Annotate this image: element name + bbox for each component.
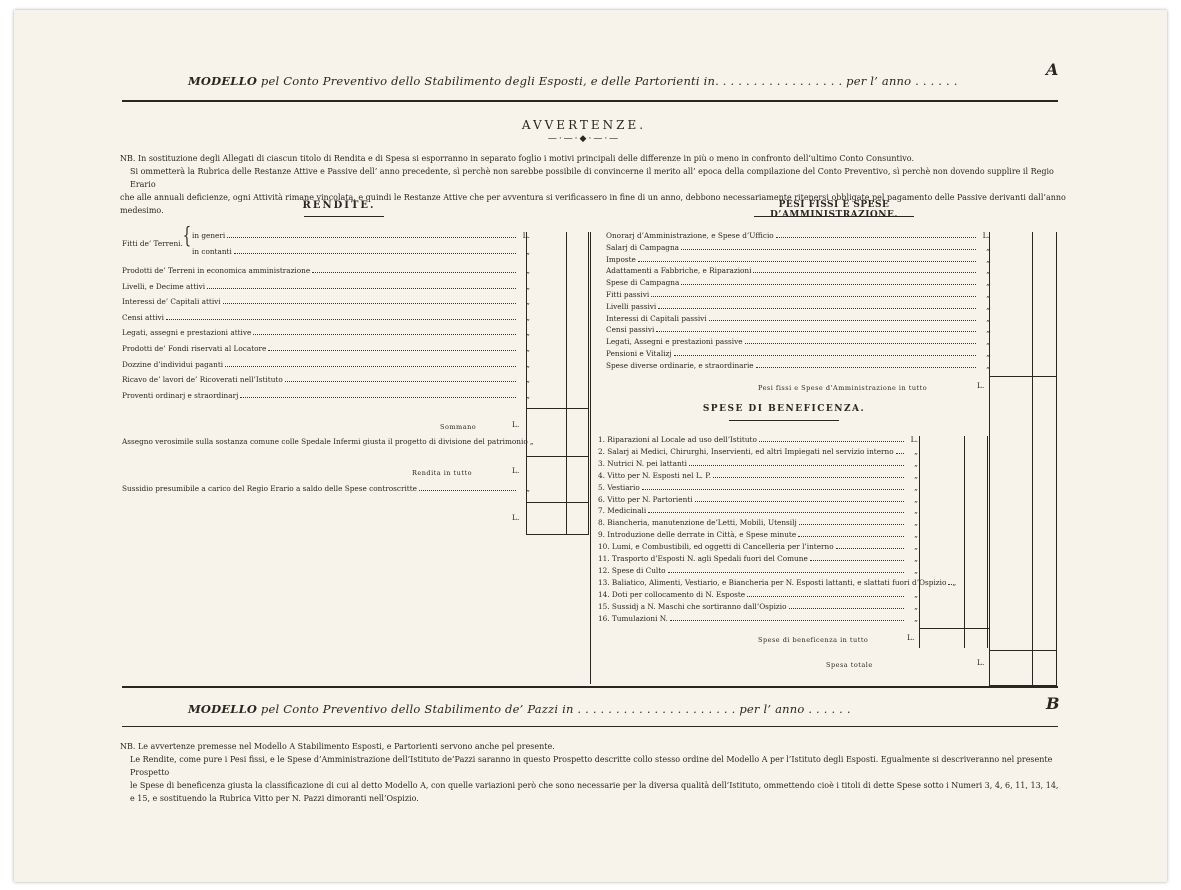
pesi-row [606,276,990,287]
pesi-row [606,264,990,275]
pesi-heading: PESI FISSI E SPESE D’AMMINISTRAZIONE. [770,200,898,220]
fitti-label: Fitti de’ Terreni. [122,239,183,248]
spese-row-mark: „ [914,494,918,504]
spese-col-line [919,436,920,648]
rendite-row-label: Interessi de’ Capitali attivi [122,297,221,307]
pesi-row-mark: „ [986,349,990,358]
spese-col-line [987,436,988,648]
pesi-col-line [1056,232,1057,686]
modello-b-note: NB. Le avvertenze premesse nel Modello A Stabilimento Esposti, e Partorienti servono anche pel presente. [120,742,555,751]
rendite-sum-rule [526,456,588,457]
spese-row [598,600,918,611]
spese-row-label: 7. Medicinali [598,506,647,516]
pesi-row-label: Fitti passivi [606,290,650,299]
rendite-col-line [588,232,589,535]
spese-heading: SPESE DI BENEFICENZA. [702,404,866,414]
avvertenze-line: NB. In sostituzione degli Allegati di ciascun titolo di Rendita e di Spesa si esporranno in separato foglio i motivi principali delle differenze in più o meno in confronto dell’ultimo Conto Consuntivo. [120,154,915,163]
spese-row [598,528,918,539]
rendite-row-mark: „ [526,344,530,353]
spese-row-label: 6. Vitto per N. Partorienti [598,494,693,504]
spese-total-mark: L. [907,633,915,642]
modello-a-title: MODELLO pel Conto Preventivo dello Stabilimento degli Esposti, e delle Partorienti in. . . . . . . . . . . . . . . . . per l’ anno . . . . . . [188,74,958,88]
pesi-row-mark: „ [986,278,990,288]
rule-middle [122,686,1058,688]
spese-row-label: 10. Lumi, e Combustibili, ed oggetti di Cancelleria per l’interno [598,542,834,552]
pesi-row-mark: „ [986,301,990,311]
pesi-row-mark: „ [986,360,990,370]
spese-sum-rule [919,628,989,629]
spese-row [598,504,918,515]
pesi-row-label: Legati, Assegni e prestazioni passive [606,337,743,347]
rendite-heading-rule [304,216,384,217]
spese-row-label: 14. Doti per collocamento di N. Esposte [598,589,746,599]
spese-row [598,433,918,444]
spese-row-label: 5. Vestiario [598,482,640,492]
rendite-row-mark: „ [526,297,530,307]
rendite-row-label: Dozzine d’individui paganti [122,359,224,369]
spese-row-label: 16. Tumulazioni N. [598,613,668,623]
spese-heading-rule [729,420,839,421]
rendite-row-mark: „ [526,359,530,369]
spese-row-label: 11. Trasporto d’Esposti N. agli Spedali fuori del Comune [598,554,808,563]
pesi-total-label: Pesi fissi e Spese d’Amministrazione in tutto [758,384,928,392]
spese-row-mark: „ [914,589,918,599]
spese-row-mark: „ [914,565,918,575]
avvertenze-line: Si ommetterà la Rubrica delle Restanze Attive e Passive dell’ anno precedente, sì perchè non sarebbe possibile di convincerne il merito all’ epoca della compilazione del Conto Preventivo, sì perchè non dovendo supplire il Regio Erario [130,167,1054,189]
pesi-row-label: Spese di Campagna [606,278,680,288]
pesi-col-line [989,232,990,686]
spese-row [598,552,918,563]
spesa-totale-mark: L. [977,658,985,667]
rendite-row-label: Prodotti de’ Fondi riservati al Locatore [122,344,267,353]
pesi-row [606,241,990,252]
spese-total-label: Spese di beneficenza in tutto [758,636,869,644]
spese-row-mark: „ [914,613,918,623]
pesi-row [606,300,990,311]
spese-row-mark: L. [910,435,918,444]
pesi-row-mark: „ [986,325,990,335]
rendite-col-line [566,232,567,535]
pesi-row-mark: „ [986,290,990,299]
spese-row-mark: „ [914,470,918,480]
modello-b-notes [120,740,1080,805]
pesi-row-label: Salarj di Campagna [606,242,680,252]
pesi-row [606,229,990,240]
rendite-col-line [526,232,527,535]
pesi-row [606,359,990,370]
pesi-sum-rule [989,650,1056,651]
rendite-sum-rule [526,534,588,535]
rendite-row-fitti-generi: in generi L. [192,231,530,240]
modello-a-letter: A [1046,60,1059,79]
rendite-row-label: Legati, assegni e prestazioni attive [122,328,252,338]
rendite-row-label: Livelli, e Decime attivi [122,281,206,291]
rendite-row-label: Prodotti de’ Terreni in economica amministrazione [122,266,311,275]
pesi-row-mark: L. [982,231,990,240]
pesi-sum-rule [989,376,1056,377]
modello-b-note: e 15, e sostituendo la Rubrica Vitto per N. Pazzi dimoranti nell’Ospizio. [130,794,419,803]
rendite-row [122,389,530,400]
rendite-row [122,326,530,337]
spesa-totale-label: Spesa totale [826,661,873,669]
spese-row [598,540,918,551]
modello-b-note: le Spese di beneficenza giusta la classificazione di cui al detto Modello A, con quelle variazioni però che sono necessarie per la diversa qualità dell’Istituto, ommettendo cioè i titoli di dette Spese sotto i Numeri 3, 4, 6, 11, 13, 14, [130,781,1059,790]
rendite-row-assegno: Assegno verosimile sulla sostanza comune colle Spedale Infermi giusta il progetto di divisione del patrimonio „ [122,437,534,446]
rendite-row-fitti [122,237,188,248]
rule-top [122,100,1058,102]
pesi-row [606,347,990,358]
spese-row [598,576,957,587]
rendite-heading: RENDITE. [302,200,376,211]
spese-row-label: 9. Introduzione delle derrate in Città, e Spese minute [598,530,797,540]
rendite-row [122,311,530,322]
rendite-row [122,342,530,353]
spese-row [598,493,918,504]
rendite-row-mark: „ [526,266,530,275]
rendita-tutto-label: Rendita in tutto [412,469,472,477]
pesi-row-label: Onorarj d’Amministrazione, e Spese d’Ufficio [606,231,774,240]
spese-row-mark: „ [914,518,918,528]
pesi-col-line [1032,232,1033,686]
pesi-row-mark: „ [986,242,990,252]
sommano-label: Sommano [440,423,477,431]
spese-row [598,469,918,480]
spese-row-label: 12. Spese di Culto [598,565,666,575]
pesi-total-mark: L. [977,381,985,390]
spese-row-mark: „ [914,482,918,492]
pesi-row [606,335,990,346]
pesi-row [606,253,990,264]
sommano-mark: L. [512,420,520,429]
pesi-row-mark: „ [986,254,990,264]
spese-row-label: 8. Biancheria, manutenzione de’Letti, Mobili, Utensilj [598,518,797,528]
rendite-row-sussidio: Sussidio presumibile a carico del Regio Erario a saldo delle Spese controscritte „ [122,484,530,493]
rendite-sum-rule [526,502,588,503]
rendite-row-mark: „ [526,390,530,400]
rendite-row-label: Censi attivi [122,312,165,322]
spese-row-label: 2. Salarj ai Medici, Chirurghi, Inservienti, ed altri Impiegati nel servizio interno [598,446,894,456]
spese-row [598,612,918,623]
modello-b-note: Le Rendite, come pure i Pesi fissi, e le Spese d’Amministrazione dell’Istituto de’Pazzi saranno in questo Prospetto descritte collo stesso ordine del Modello A per l’Istituto degli Esposti. Egualmente si descriveranno nel presente Prospetto [130,755,1053,777]
spese-row [598,445,918,456]
spese-row-mark: „ [914,554,918,563]
spese-row-mark: „ [952,577,957,587]
rendite-row-mark: „ [526,328,530,338]
avvertenze-line: che alle annuali deficienze, ogni Attività rimane vincolata, e quindi le Restanze Attive che per avventura si verificassero in fine di un anno, debbono necessariamente ritenersi obbligate pel pagamento delle Passive derivanti dall’anno medesimo. [120,193,1066,215]
spese-row-mark: „ [914,458,918,468]
document-sheet [14,10,1167,882]
pesi-row-label: Pensioni e Vitalizj [606,349,672,358]
avvertenze-ornament: —·—·◆·—·— [547,134,621,144]
spese-row-label: 15. Sussidj a N. Maschi che sortiranno dall’Ospizio [598,601,787,611]
pesi-row-label: Censi passivi [606,325,655,335]
spese-row-label: 13. Baliatico, Alimenti, Vestiario, e Biancheria per N. Esposti lattanti, e slattati fuori d’Ospizio [598,577,947,587]
rendite-row-label: Proventi ordinarj e straordinarj [122,390,239,400]
modello-b-title: MODELLO pel Conto Preventivo dello Stabilimento de’ Pazzi in . . . . . . . . . . . . . . . . . . . . . per l’ anno . . . . . . [188,702,851,716]
rendite-sum-rule [526,408,588,409]
pesi-row-mark: „ [986,337,990,347]
pesi-row [606,288,990,299]
rendite-row [122,358,530,369]
pesi-row-label: Livelli passivi [606,301,657,311]
rendite-row-mark: „ [526,375,530,385]
rendita-tutto-mark: L. [512,466,520,475]
rule-bottom [122,726,1058,727]
spese-row-label: 4. Vitto per N. Esposti nel L. P. [598,470,712,480]
spese-row [598,564,918,575]
modello-b-letter: B [1046,694,1060,713]
pesi-row-mark: „ [986,313,990,323]
pesi-row-label: Imposte [606,254,636,264]
rendite-row-label: Ricavo de’ lavori de’ Ricoverati nell’Istituto [122,375,283,385]
rendite-row-fitti-contanti: in contanti „ [192,247,530,256]
spese-row-label: 1. Riparazioni al Locale ad uso dell’Istituto [598,435,757,444]
spese-row [598,457,918,468]
pesi-heading-rule [754,216,914,217]
rendite-row [122,373,530,384]
rendite-row-mark: „ [526,281,530,291]
spese-row-mark: „ [914,506,918,516]
rendite-row-mark: „ [526,312,530,322]
spese-row [598,516,918,527]
spese-row-mark: „ [914,446,918,456]
spese-row-label: 3. Nutrici N. pei lattanti [598,458,687,468]
rendite-row [122,295,530,306]
rendite-row [122,280,530,291]
final-mark: L. [512,513,520,522]
spese-row-mark: „ [914,542,918,552]
fitti-brace: { [182,224,192,249]
pesi-left-line [590,232,591,684]
pesi-row-label: Adattamenti a Fabbriche, e Riparazioni [606,266,752,276]
spese-row [598,481,918,492]
avvertenze-heading: AVVERTENZE. [521,118,647,132]
spese-col-line [964,436,965,648]
spese-row-mark: „ [914,601,918,611]
rendite-row [122,264,530,275]
pesi-row-mark: „ [986,266,990,276]
pesi-row-label: Interessi di Capitali passivi [606,313,707,323]
pesi-row [606,312,990,323]
spese-row [598,588,918,599]
pesi-row-label: Spese diverse ordinarie, e straordinarie [606,360,754,370]
spese-row-mark: „ [914,530,918,540]
pesi-row [606,323,990,334]
